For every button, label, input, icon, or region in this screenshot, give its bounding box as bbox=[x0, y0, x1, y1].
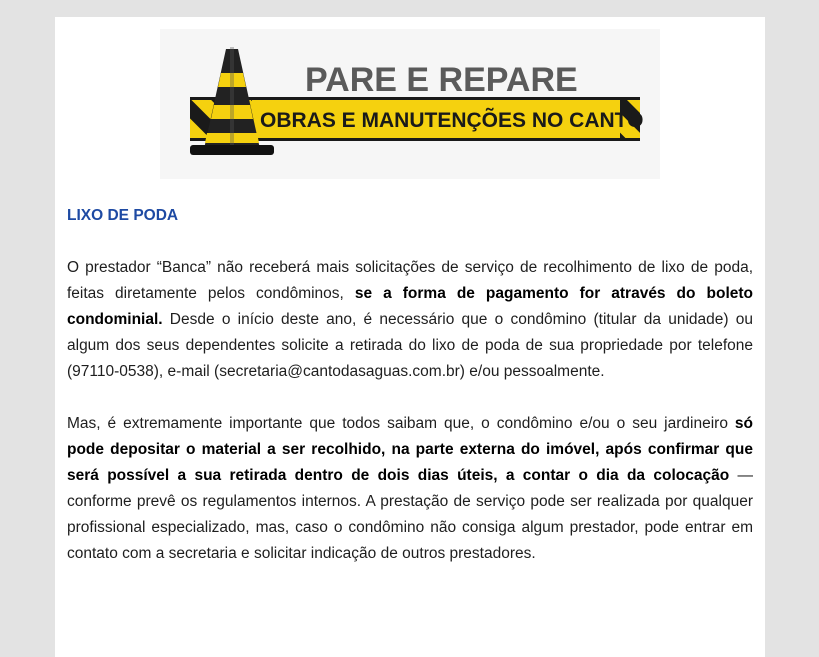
banner-graphic bbox=[160, 29, 660, 179]
banner-subtitle: OBRAS E MANUTENÇÕES NO CANTO bbox=[260, 109, 644, 132]
email-body bbox=[55, 17, 765, 657]
banner-title: PARE E REPARE bbox=[305, 61, 578, 99]
p2-text-1: Mas, é extremamente importante que todos saibam que, o condômino e/ou o seu jardineiro bbox=[67, 415, 735, 432]
paragraph-2 bbox=[67, 411, 753, 567]
p2-bold-1: só pode depositar o material a ser recolhido, na parte externa do imóvel, após confirmar que será possível a sua retirada dentro de dois dias úteis, a contar o dia da colocação bbox=[67, 415, 753, 484]
p2-text-2: — conforme prevê os regulamentos internos. A prestação de serviço pode ser realizada por qualquer profissional especializado, mas, caso o condômino não consiga algum prestador, pode entrar em contato com a secretaria e solicitar indicação de outros prestadores. bbox=[67, 467, 753, 562]
p1-bold-1: se a forma de pagamento for através do boleto condominial. bbox=[67, 285, 753, 328]
paragraph-1 bbox=[67, 255, 753, 385]
banner-image bbox=[160, 29, 660, 179]
p1-text-2: Desde o início deste ano, é necessário que o condômino (titular da unidade) ou algum dos seus dependentes solicite a retirada do lixo de poda de sua propriedade por telefone (97110-0538), e-mail (secretaria@cantodasaguas.com.br) e/ou pessoalmente. bbox=[67, 311, 753, 380]
p1-text-1: O prestador “Banca” não receberá mais solicitações de serviço de recolhimento de lixo de poda, feitas diretamente pelos condôminos, bbox=[67, 259, 753, 302]
section-heading: LIXO DE PODA bbox=[67, 207, 179, 224]
article bbox=[67, 203, 753, 593]
